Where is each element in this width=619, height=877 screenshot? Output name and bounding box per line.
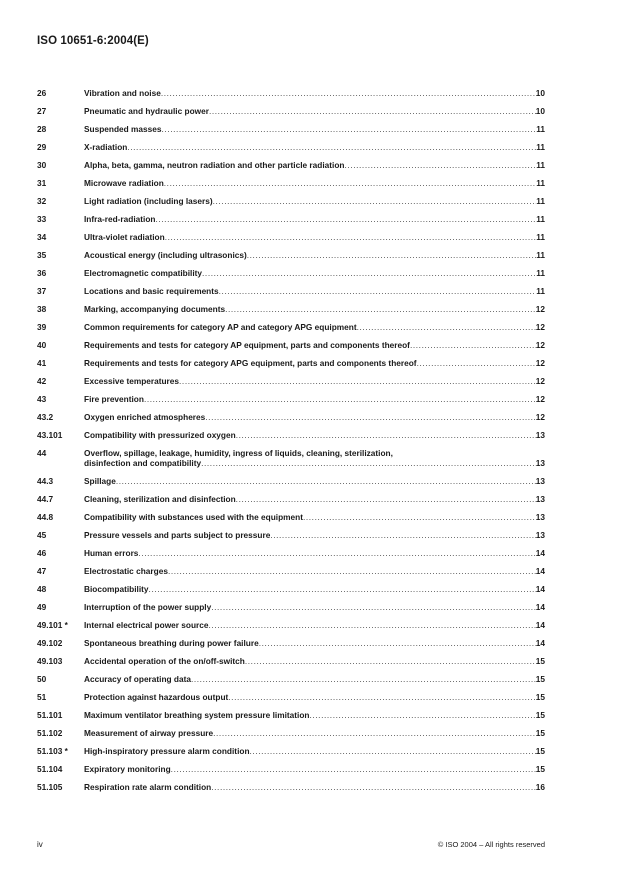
toc-entry-page: 15 [535,728,545,738]
toc-entry[interactable] [37,761,545,779]
toc-entry-page: 10 [535,88,545,98]
toc-entry-title: Ultra-violet radiation [84,232,165,242]
toc-entry-title: Excessive temperatures [84,376,180,386]
toc-entry-page: 12 [535,358,545,368]
toc-entry[interactable] [37,229,545,247]
dot-leader [211,602,536,612]
toc-entry-number: 33 [37,214,47,224]
toc-entry-body [84,340,545,350]
toc-entry-number: 51 [37,692,47,702]
toc-entry-number: 43 [37,394,47,404]
toc-entry-page: 15 [535,656,545,666]
toc-entry-page: 13 [535,476,545,486]
toc-entry-body [84,304,545,314]
toc-entry-body [84,548,545,558]
toc-entry-page: 12 [535,322,545,332]
toc-entry-number: 36 [37,268,47,278]
toc-entry-number: 49.102 [37,638,63,648]
toc-entry-body [84,566,545,576]
dot-leader [309,710,535,720]
page-number-label: iv [37,840,43,849]
toc-entry[interactable] [37,779,545,797]
toc-entry-number: 39 [37,322,47,332]
toc-entry-title: Cleaning, sterilization and disinfection [84,494,236,504]
toc-entry-number: 48 [37,584,47,594]
toc-entry[interactable] [37,409,545,427]
toc-entry-body [84,142,545,152]
toc-entry-number: 51.105 [37,782,63,792]
toc-entry-body [84,530,545,540]
dot-leader [344,160,536,170]
toc-entry-page: 14 [535,566,545,576]
toc-entry-body [84,88,545,98]
toc-entry-title-line2: disinfection and compatibility [84,458,202,468]
toc-entry-page: 12 [535,340,545,350]
toc-entry[interactable] [37,653,545,671]
toc-entry-body [84,124,545,134]
toc-entry-number: 51.101 [37,710,63,720]
toc-entry[interactable] [37,355,545,373]
toc-entry-number: 31 [37,178,47,188]
toc-entry-page: 11 [536,160,545,170]
toc-entry[interactable] [37,445,545,473]
table-of-contents [37,85,545,797]
toc-entry-page: 10 [535,106,545,116]
dot-leader [225,304,536,314]
dot-leader [211,782,536,792]
toc-entry-page: 13 [535,494,545,504]
toc-entry-title: Requirements and tests for category AP equipment, parts and components thereof [84,340,410,350]
toc-entry-number: 32 [37,196,47,206]
toc-entry[interactable] [37,617,545,635]
toc-entry-title: Accidental operation of the on/off-switch [84,656,245,666]
toc-entry-title: Suspended masses [84,124,162,134]
toc-entry-page: 12 [535,412,545,422]
toc-entry-title: Locations and basic requirements [84,286,219,296]
toc-entry-page: 12 [535,376,545,386]
toc-entry-number: 37 [37,286,47,296]
toc-entry-page: 11 [536,232,545,242]
toc-entry-page: 16 [535,782,545,792]
toc-entry[interactable] [37,707,545,725]
toc-entry-page: 12 [535,304,545,314]
dot-leader [144,394,536,404]
dot-leader [161,88,536,98]
dot-leader [303,512,536,522]
toc-entry-title: Marking, accompanying documents [84,304,226,314]
toc-entry-number: 35 [37,250,47,260]
toc-entry[interactable] [37,337,545,355]
dot-leader [250,746,536,756]
dot-leader [149,584,536,594]
toc-entry-title: Spillage [84,476,116,486]
toc-entry-body [84,710,545,720]
toc-entry-page: 11 [536,142,545,152]
toc-entry-number: 44.7 [37,494,54,504]
toc-entry-title: Electrostatic charges [84,566,168,576]
dot-leader [201,458,536,468]
toc-entry[interactable] [37,121,545,139]
toc-entry-body [84,160,545,170]
toc-entry-body [84,692,545,702]
toc-entry-page: 15 [535,746,545,756]
toc-entry-number: 30 [37,160,47,170]
toc-entry-number: 44.8 [37,512,54,522]
toc-entry-title: Overflow, spillage, leakage, humidity, ingress of liquids, cleaning, sterilization, [84,448,393,458]
toc-entry-page: 15 [535,692,545,702]
toc-entry[interactable] [37,743,545,761]
toc-entry-body [84,232,545,242]
dot-leader [417,358,536,368]
toc-entry[interactable] [37,473,545,491]
toc-entry-body [84,394,545,404]
toc-entry-number: 29 [37,142,47,152]
toc-entry-body [84,656,545,666]
toc-entry[interactable] [37,175,545,193]
toc-entry-body [84,448,545,468]
dot-leader [179,376,536,386]
toc-entry-body [84,746,545,756]
toc-entry[interactable] [37,301,545,319]
toc-entry-page: 15 [535,674,545,684]
toc-entry-title: Accuracy of operating data [84,674,191,684]
toc-entry-body [84,782,545,792]
toc-entry[interactable] [37,527,545,545]
toc-entry-page: 14 [535,602,545,612]
dot-leader [171,764,536,774]
toc-entry-title: High-inspiratory pressure alarm condition [84,746,250,756]
toc-entry-title: Interruption of the power supply [84,602,212,612]
toc-entry-number: 34 [37,232,47,242]
toc-entry-number: 51.103 * [37,746,68,756]
toc-entry-body [84,602,545,612]
toc-entry-page: 15 [535,710,545,720]
dot-leader [236,430,536,440]
toc-entry-title: Common requirements for category AP and category APG equipment [84,322,357,332]
toc-entry-title: X-radiation [84,142,128,152]
toc-entry-page: 13 [535,530,545,540]
toc-entry[interactable] [37,85,545,103]
document-header: ISO 10651-6:2004(E) [37,35,149,47]
toc-entry[interactable] [37,599,545,617]
toc-entry[interactable] [37,157,545,175]
toc-entry-title: Vibration and noise [84,88,161,98]
dot-leader [219,286,537,296]
toc-entry[interactable] [37,509,545,527]
toc-entry-page: 11 [536,286,545,296]
toc-entry[interactable] [37,139,545,157]
toc-entry[interactable] [37,247,545,265]
toc-entry-title: Pressure vessels and parts subject to pressure [84,530,271,540]
toc-entry-body [84,250,545,260]
toc-entry-title: Requirements and tests for category APG equipment, parts and components thereof [84,358,417,368]
toc-entry-number: 49.103 [37,656,63,666]
dot-leader [213,728,536,738]
toc-entry-body [84,512,545,522]
toc-entry-title: Maximum ventilator breathing system pressure limitation [84,710,310,720]
toc-entry-page: 13 [535,430,545,440]
toc-entry-title: Respiration rate alarm condition [84,782,212,792]
toc-entry-body [84,638,545,648]
toc-entry[interactable] [37,391,545,409]
toc-entry[interactable] [37,563,545,581]
toc-entry-body [84,728,545,738]
dot-leader [127,142,536,152]
toc-entry[interactable] [37,725,545,743]
toc-entry-body [84,322,545,332]
toc-entry-number: 26 [37,88,47,98]
dot-leader [357,322,536,332]
toc-entry-page: 11 [536,214,545,224]
toc-entry-body [84,584,545,594]
toc-entry[interactable] [37,581,545,599]
toc-entry-number: 27 [37,106,47,116]
toc-entry-title: Alpha, beta, gamma, neutron radiation and other particle radiation [84,160,345,170]
toc-entry[interactable] [37,319,545,337]
toc-entry[interactable] [37,671,545,689]
dot-leader [213,196,537,206]
toc-entry-number: 43.101 [37,430,63,440]
toc-entry-title: Internal electrical power source [84,620,209,630]
dot-leader [138,548,535,558]
toc-entry[interactable] [37,211,545,229]
dot-leader [161,124,536,134]
dot-leader [165,232,537,242]
toc-entry-number: 46 [37,548,47,558]
toc-entry-body [84,620,545,630]
toc-entry-body [84,358,545,368]
dot-leader [209,106,536,116]
toc-entry-body [84,412,545,422]
dot-leader [209,620,536,630]
dot-leader [228,692,535,702]
toc-entry-page: 11 [536,124,545,134]
toc-entry-title: Oxygen enriched atmospheres [84,412,206,422]
dot-leader [168,566,536,576]
toc-entry[interactable] [37,103,545,121]
toc-entry-title: Compatibility with substances used with the equipment [84,512,303,522]
toc-entry-number: 44 [37,448,47,458]
toc-entry-body [84,214,545,224]
toc-entry-body [84,178,545,188]
toc-entry-number: 50 [37,674,47,684]
toc-entry[interactable] [37,283,545,301]
dot-leader [236,494,536,504]
dot-leader [202,268,536,278]
toc-entry[interactable] [37,689,545,707]
toc-entry-body [84,494,545,504]
toc-entry-number: 38 [37,304,47,314]
toc-entry-number: 28 [37,124,47,134]
toc-entry-page: 14 [535,638,545,648]
toc-entry-title: Pneumatic and hydraulic power [84,106,209,116]
toc-entry-number: 45 [37,530,47,540]
toc-entry-continuation [84,458,545,468]
toc-entry-number: 47 [37,566,47,576]
toc-entry-title: Infra-red-radiation [84,214,156,224]
toc-entry-page: 11 [536,250,545,260]
toc-entry-number: 42 [37,376,47,386]
toc-entry-title: Human errors [84,548,139,558]
toc-entry[interactable] [37,545,545,563]
toc-entry-number: 40 [37,340,47,350]
dot-leader [259,638,536,648]
toc-entry-number: 51.104 [37,764,63,774]
dot-leader [155,214,536,224]
toc-entry-page: 14 [535,548,545,558]
toc-entry[interactable] [37,427,545,445]
toc-entry-page: 11 [536,268,545,278]
toc-entry-title: Spontaneous breathing during power failure [84,638,259,648]
copyright-notice: © ISO 2004 – All rights reserved [437,840,545,849]
dot-leader [164,178,536,188]
toc-entry-body [84,106,545,116]
dot-leader [247,250,536,260]
toc-entry-number: 41 [37,358,47,368]
toc-entry-page: 12 [535,394,545,404]
toc-entry-page: 11 [536,196,545,206]
toc-entry-body [84,376,545,386]
toc-entry-title: Compatibility with pressurized oxygen [84,430,236,440]
dot-leader [191,674,536,684]
toc-entry-body [84,286,545,296]
toc-entry-body [84,430,545,440]
toc-entry-page: 14 [535,584,545,594]
toc-entry-title: Acoustical energy (including ultrasonics) [84,250,247,260]
toc-entry-title: Biocompatibility [84,584,149,594]
dot-leader [245,656,536,666]
toc-entry[interactable] [37,491,545,509]
toc-entry-title: Light radiation (including lasers) [84,196,213,206]
toc-entry-page: 14 [535,620,545,630]
toc-entry-body [84,196,545,206]
toc-entry-title: Expiratory monitoring [84,764,171,774]
toc-entry-title: Fire prevention [84,394,144,404]
toc-entry-number: 49 [37,602,47,612]
toc-entry-body [84,268,545,278]
toc-entry-title: Measurement of airway pressure [84,728,214,738]
toc-entry-body [84,764,545,774]
dot-leader [410,340,536,350]
toc-entry[interactable] [37,193,545,211]
dot-leader [270,530,535,540]
toc-entry-title: Microwave radiation [84,178,164,188]
toc-entry-page: 11 [536,178,545,188]
toc-entry-number: 44.3 [37,476,54,486]
toc-entry-page: 13 [535,458,545,468]
toc-entry-body [84,476,545,486]
toc-entry-number: 51.102 [37,728,63,738]
toc-entry-page: 13 [535,512,545,522]
toc-entry-title: Electromagnetic compatibility [84,268,203,278]
dot-leader [116,476,536,486]
toc-entry[interactable] [37,265,545,283]
toc-entry-number: 49.101 * [37,620,68,630]
dot-leader [205,412,535,422]
toc-entry-page: 15 [535,764,545,774]
toc-entry[interactable] [37,635,545,653]
toc-entry-number: 43.2 [37,412,54,422]
toc-entry-body [84,674,545,684]
toc-entry[interactable] [37,373,545,391]
toc-entry-title: Protection against hazardous output [84,692,229,702]
